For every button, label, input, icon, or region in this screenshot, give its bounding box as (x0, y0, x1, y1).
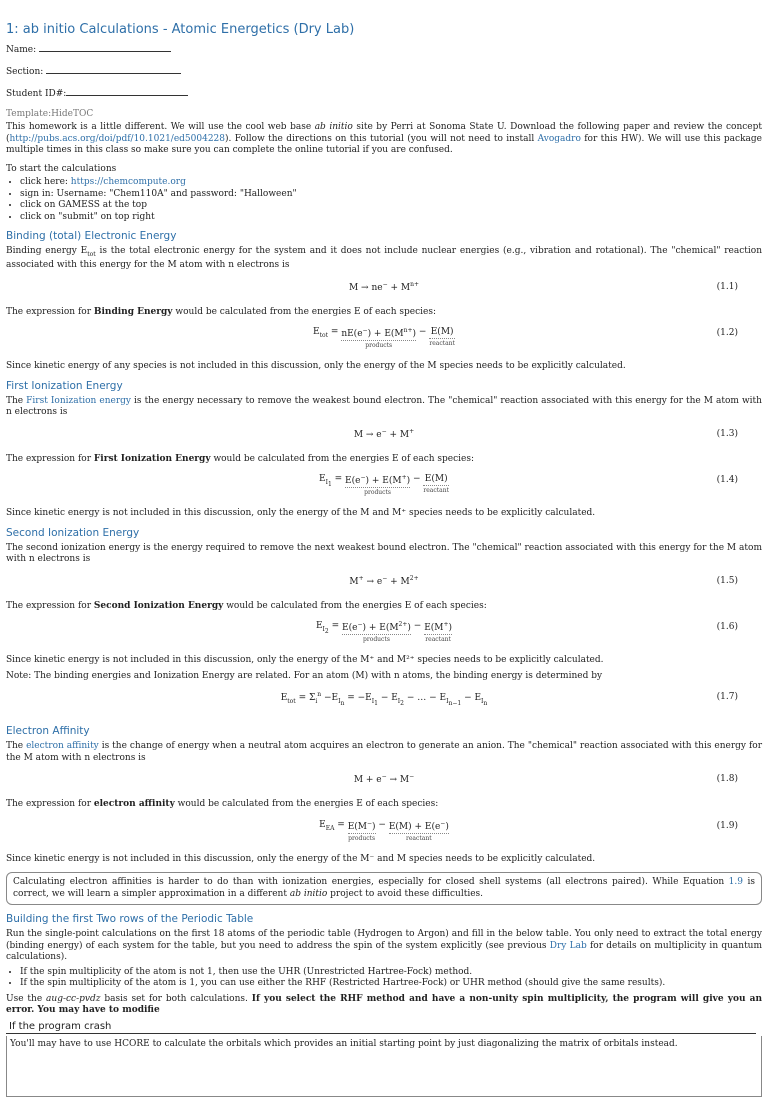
step-item: • click on GAMESS at the top (20, 200, 762, 212)
dry-lab-link[interactable]: Dry Lab (549, 940, 587, 951)
section-blank[interactable] (46, 65, 181, 74)
name-blank[interactable] (39, 43, 171, 52)
binding-kinetic-note: Since kinetic energy of any species is not included in this discussion, only the energy of the M species needs to be explicitly calculated. (6, 361, 626, 372)
electron-affinity-link[interactable]: electron affinity (26, 741, 99, 752)
equation-1-6 (6, 619, 762, 647)
heading-electron-affinity: Electron Affinity (6, 725, 90, 738)
heading-building-periodic-table: Building the first Two rows of the Periodic Table (6, 913, 254, 926)
equation-1-1 (6, 279, 762, 299)
student-id-blank[interactable] (66, 87, 188, 96)
second-ie-paragraph: The second ionization energy is the energy required to remove the next weakest bound electron. The "chemical" reaction associated with this energy for the M atom with n electrons is (6, 542, 762, 565)
equation-body: M + e− → M− (353, 773, 415, 786)
equation-body: $M \to ne^- + M^{n+}$ (348, 280, 420, 293)
section-field: Section: (6, 65, 762, 78)
method-item: • If the spin multiplicity of the atom is 1, you can use either the RHF (Restricted Hartree-Fock) or UHR method (should give the same results). (20, 978, 762, 990)
page-title: 1: ab initio Calculations - Atomic Energetics (Dry Lab) (6, 22, 355, 37)
first-ie-kinetic-note: Since kinetic energy is not included in this discussion, only the energy of the M and M⁺ species needs to be explicitly calculated. (6, 508, 596, 519)
name-field: Name: (6, 43, 762, 56)
step-item: • sign in: Username: "Chem110A" and password: "Halloween" (20, 189, 762, 201)
ea-kinetic-note: Since kinetic energy is not included in this discussion, only the energy of the M⁻ and M species needs to be explicitly calculated. (6, 853, 596, 864)
heading-second-ionization: Second Ionization Energy (6, 526, 140, 539)
equation-body: $E_{EA} = E(M^-)$ products − E(M) + E(e−) reactant (319, 819, 449, 842)
equation-body: $E_{I_1} = E(e^-) + E(M^+)$ products − E(M) reactant (318, 474, 449, 497)
step-item: • click on "submit" on top right (20, 212, 762, 224)
equation-1-8 (6, 771, 762, 791)
first-ie-paragraph: The First Ionization energy is the energy necessary to remove the weakest bound electron. The "chemical" reaction associated with this energy for the M atom with n electrons is (6, 395, 762, 418)
equation-body: M → e− + M+ (353, 427, 415, 440)
equation-body: $E_{tot} = nE(e^-) + E(M^{n+})$ products − E(M) reactant (313, 327, 455, 350)
equation-number: (1.3) (716, 428, 738, 439)
second-ie-kinetic-note: Since kinetic energy is not included in this discussion, only the energy of the M⁺ and M²⁺ species needs to be explicitly calculated. (6, 655, 604, 666)
equation-1-9-link[interactable]: 1.9 (728, 877, 743, 888)
basis-set-paragraph: Use the aug-cc-pvdz basis set for both calculations. If you select the RHF method and have a non-unity spin multiplicity, the program will give you an error. You may have to modifie (6, 993, 763, 1016)
ea-expression-text: The expression for electron affinity would be calculated from the energies E of each species: (6, 799, 439, 810)
first-ionization-link[interactable]: First Ionization energy (26, 395, 131, 406)
student-id-field: Student ID#: (6, 87, 762, 100)
intro-paragraph: This homework is a little different. We will use the cool web base ab initio site by Perri at Sonoma State U. Download the following paper and review the concept (http://pubs.acs.org/doi/pdf/10.1021/ed5004228). Follow the directions on this tutorial (you will not need to install Avogadro for this HW). We will use this package multiple times in this class so make sure you can complete the online tutorial if you are confused. (6, 122, 762, 155)
crash-section-box (6, 1036, 762, 1097)
method-list (6, 967, 762, 990)
equation-body: $E_{tot} = \Sigma_i^n -E_{I_n} = -E_{I_1} - E_{I_2}$ − … − $E_{I_{n-1}} - E_{I_n}$ (280, 691, 488, 708)
equation-1-2 (6, 325, 762, 353)
equation-number: (1.5) (716, 575, 738, 586)
heading-binding-energy: Binding (total) Electronic Energy (6, 230, 177, 242)
chemcompute-link[interactable]: https://chemcompute.org (70, 177, 186, 187)
second-ie-expression-text: The expression for Second Ionization Energy would be calculated from the energies E of each species: (6, 600, 487, 611)
equation-1-7 (6, 689, 762, 717)
ea-paragraph: The electron affinity is the change of energy when a neutral atom acquires an electron to generate an anion. The "chemical" reaction associated with this energy for the M atom with n electrons is (6, 741, 763, 763)
equation-1-9 (6, 818, 762, 846)
binding-paragraph: Binding energy $E_{tot}$ is the total electronic energy for the system and it does not include nuclear energies (e.g., vibration and rotational). The "chemical" reaction associated with this energy for the M atom with n electrons is (6, 246, 763, 271)
equation-number: (1.7) (716, 692, 738, 703)
crash-section-text: You'll may have to use HCORE to calculate the orbitals which provides an initial starting point by just diagonalizing the matrix of orbitals instead. (10, 1038, 678, 1049)
ea-callout-box: Calculating electron affinities is harder to do than with ionization energies, especially for closed shell systems (all electrons paired). While Equation 1.9 is correct, we will learn a simpler approximation in a different ab initio project to avoid these difficulties. (6, 872, 762, 905)
building-paragraph: Run the single-point calculations on the first 18 atoms of the periodic table (Hydrogen to Argon) and fill in the below table. You only need to extract the total energy (binding energy) of each system for the table, but you need to address the spin of the system explicitly (see previous Dry Lab for details on multiplicity in quantum calculations). (6, 929, 763, 963)
equation-1-3 (6, 426, 762, 446)
equation-number: (1.1) (716, 281, 738, 292)
equation-number: (1.4) (716, 475, 738, 486)
equation-number: (1.6) (716, 622, 738, 633)
equation-number: (1.2) (716, 328, 738, 339)
paper-link[interactable]: http://pubs.acs.org/doi/pdf/10.1021/ed5004228 (9, 133, 225, 144)
template-tag: Template:HideTOC (6, 109, 94, 119)
steps-list (6, 177, 762, 223)
binding-expression-text: The expression for Binding Energy would be calculated from the energies E of each species: (6, 306, 436, 317)
equation-number: (1.9) (716, 820, 738, 831)
avogadro-link[interactable]: Avogadro (537, 133, 581, 144)
heading-first-ionization: First Ionization Energy (6, 379, 123, 392)
first-ie-expression-text: The expression for First Ionization Energy would be calculated from the energies E of each species: (6, 453, 475, 464)
equation-1-4 (6, 472, 762, 500)
start-label: To start the calculations (6, 163, 117, 174)
equation-1-5 (6, 573, 762, 593)
method-item: • If the spin multiplicity of the atom is not 1, then use the UHR (Unrestricted Hartree-Fock) method. (20, 967, 762, 979)
crash-section-title: If the program crash (6, 1021, 756, 1034)
equation-body: $M^+ \to e^- + M^{2+}$ (349, 574, 419, 587)
equation-body: $E_{I_2} = E(e^-) + E(M^{2+})$ products − E(M+) reactant (315, 621, 453, 644)
step-item: • click here: https://chemcompute.org (20, 177, 762, 189)
binding-ie-relation-note: Note: The binding energies and Ionization Energy are related. For an atom (M) with n atoms, the binding energy is determined by (6, 670, 603, 681)
equation-number: (1.8) (716, 774, 738, 785)
